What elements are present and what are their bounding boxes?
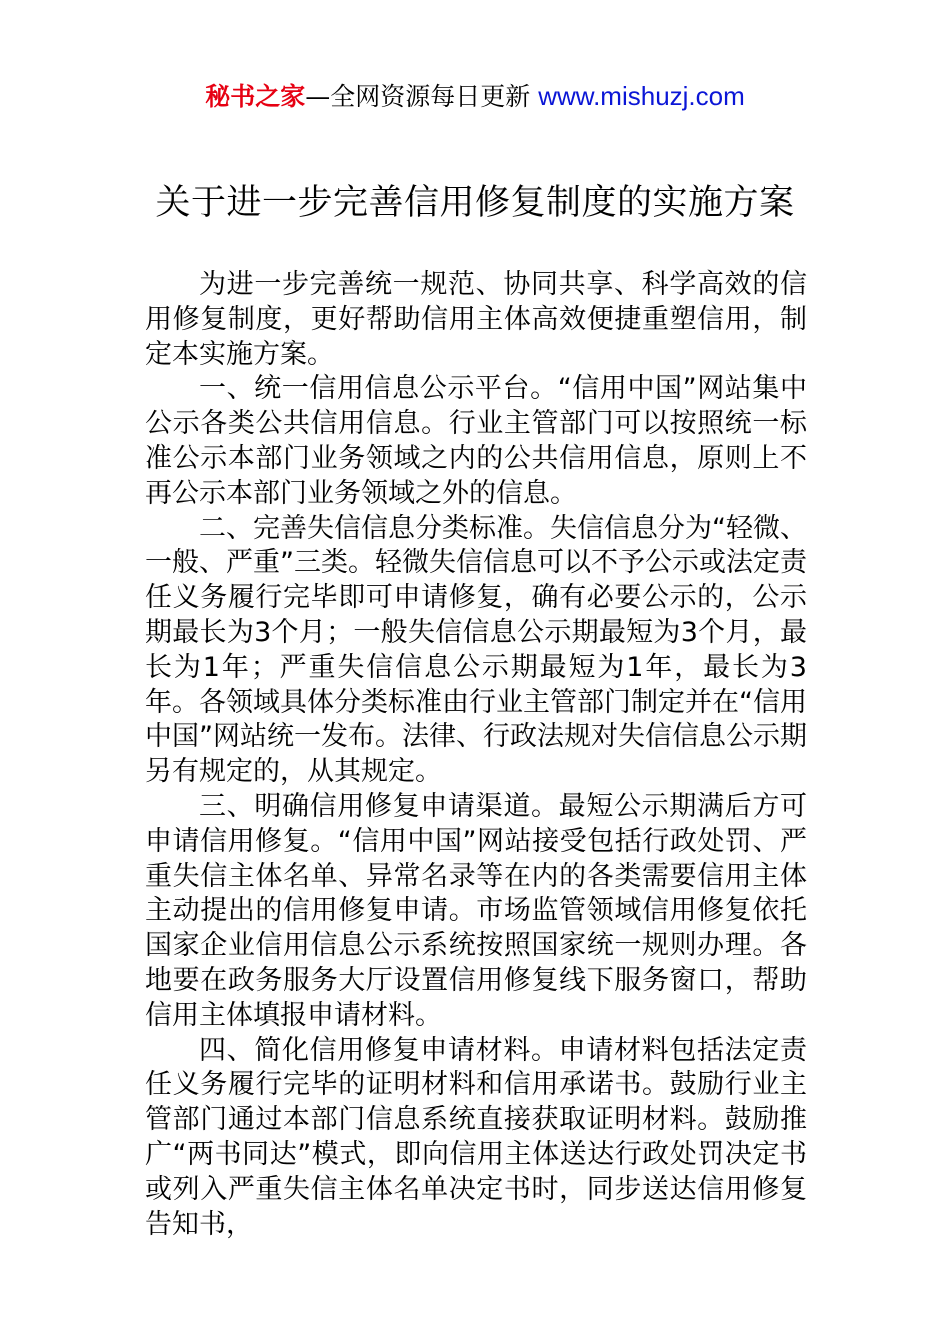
brand-name: 秘书之家 (205, 82, 306, 111)
paragraph-intro: 为进一步完善统一规范、协同共享、科学高效的信用修复制度，更好帮助信用主体高效便捷重塑信用，制定本实施方案。 (145, 269, 807, 370)
paragraph-section-2: 二、完善失信信息分类标准。失信信息分为“轻微、一般、严重”三类。轻微失信信息可以不予公示或法定责任义务履行完毕即可申请修复，确有必要公示的，公示期最长为3个月；一般失信信息公示期最短为3个月，最长为1年；严重失信信息公示期最短为1年，最长为3年。各领域具体分类标准由行业主管部门制定并在“信用中国”网站统一发布。法律、行政法规对失信信息公示期另有规定的，从其规定。 (145, 512, 807, 788)
document-body (145, 268, 807, 1242)
header-tagline: —全网资源每日更新 (305, 82, 539, 111)
site-header (0, 78, 950, 115)
paragraph-section-1: 一、统一信用信息公示平台。“信用中国”网站集中公示各类公共信用信息。行业主管部门可以按照统一标准公示本部门业务领域之内的公共信用信息，原则上不再公示本部门业务领域之外的信息。 (145, 373, 807, 509)
paragraph-section-4: 四、简化信用修复申请材料。申请材料包括法定责任义务履行完毕的证明材料和信用承诺书。鼓励行业主管部门通过本部门信息系统直接获取证明材料。鼓励推广“两书同达”模式，即向信用主体送达行政处罚决定书或列入严重失信主体名单决定书时，同步送达信用修复告知书， (145, 1034, 807, 1240)
paragraph-section-3: 三、明确信用修复申请渠道。最短公示期满后方可申请信用修复。“信用中国”网站接受包括行政处罚、严重失信主体名单、异常名录等在内的各类需要信用主体主动提出的信用修复申请。市场监管领域信用修复依托国家企业信用信息公示系统按照国家统一规则办理。各地要在政务服务大厅设置信用修复线下服务窗口，帮助信用主体填报申请材料。 (145, 790, 807, 1031)
document-title: 关于进一步完善信用修复制度的实施方案 (155, 183, 795, 223)
website-link[interactable]: www.mishuzj.com (538, 81, 745, 111)
